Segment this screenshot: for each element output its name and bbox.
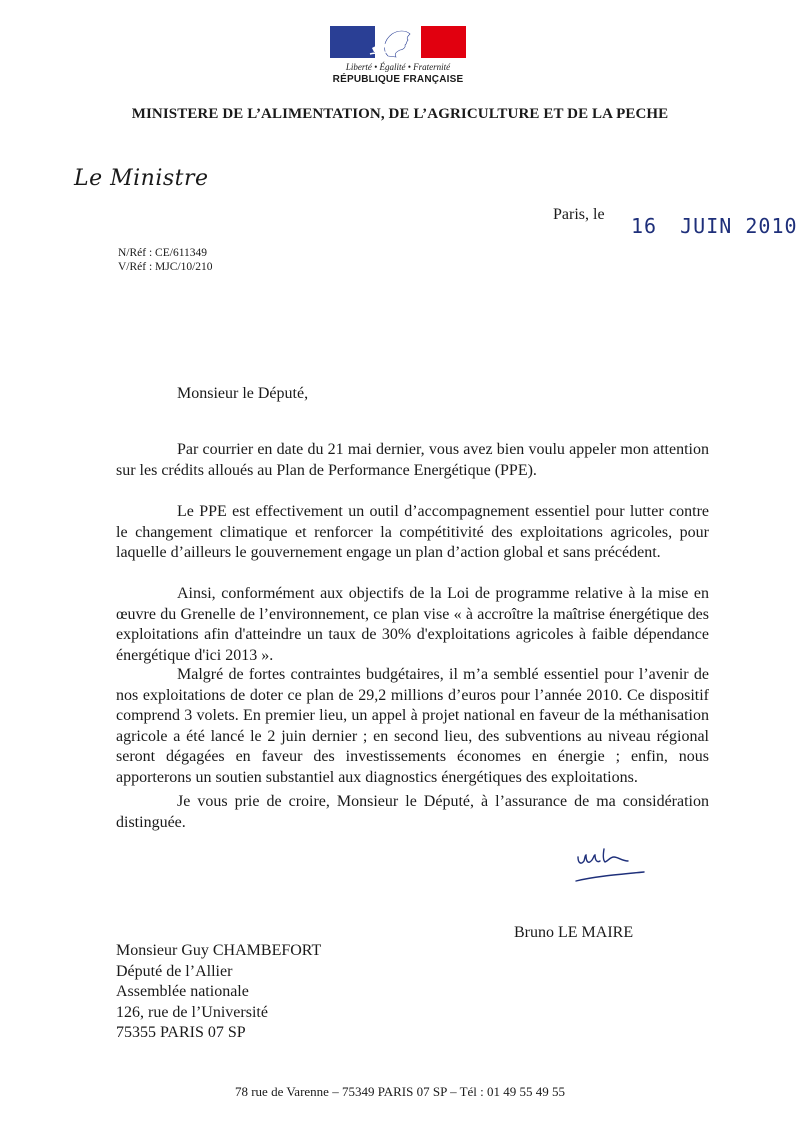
addressee-block xyxy=(116,941,321,1044)
reference-ours: N/Réf : CE/611349 xyxy=(118,247,208,259)
date-year: 2010 xyxy=(745,214,798,238)
addressee-role: Député de l’Allier xyxy=(116,962,233,980)
addressee-city: 75355 PARIS 07 SP xyxy=(116,1024,246,1041)
paragraph-1: Par courrier en date du 21 mai dernier, vous avez bien voulu appeler mon attention sur les crédits alloués au Plan de Performance Energétique (PPE). xyxy=(116,441,709,479)
signer-name: Bruno LE MAIRE xyxy=(514,924,634,941)
salutation: Monsieur le Député, xyxy=(177,385,309,402)
marianne-profile-icon xyxy=(330,26,466,58)
date-day: 16 xyxy=(631,214,658,238)
republic-name: RÉPUBLIQUE FRANÇAISE xyxy=(332,74,464,85)
paragraph-3: Ainsi, conformément aux objectifs de la Loi de programme relative à la mise en œuvre du Grenelle de l’environnement, ce plan vise « à accroître la maîtrise énergétique des exploitations afin d'atteindre un taux de 30% d'exploitations agricoles à faible dépendance énergétique d'ici 2013 ». xyxy=(116,585,709,664)
paragraph-4: Malgré de fortes contraintes budgétaires, il m’a semblé essentiel pour l’avenir de nos exploitations de doter ce plan de 29,2 millions d’euros pour l’année 2010. Ce dispositif comprend 3 volets. En premier lieu, un appel à projet national en faveur de la méthanisation agricole a été lancé le 2 juin dernier ; en second lieu, des subventions au niveau régional seront dégagées en faveur des investissements économes en énergie ; enfin, nous apporterons un soutien substantiel aux diagnostics énergétiques des exploitations. xyxy=(116,666,709,786)
place-label: Paris, le xyxy=(553,206,605,223)
handwritten-signature xyxy=(572,843,648,885)
paragraph-5: Je vous prie de croire, Monsieur le Député, à l’assurance de ma considération distinguée. xyxy=(116,793,709,831)
republic-logo xyxy=(324,22,472,94)
addressee-institution: Assemblée nationale xyxy=(116,983,249,1000)
references xyxy=(118,246,213,274)
date-stamp xyxy=(631,214,798,238)
date-month: JUIN xyxy=(680,214,733,238)
ministry-heading: MINISTERE DE L’ALIMENTATION, DE L’AGRICULTURE ET DE LA PECHE xyxy=(131,106,669,122)
republic-motto: Liberté • Égalité • Fraternité xyxy=(345,62,451,72)
minister-title: Le Ministre xyxy=(74,166,209,191)
paragraph-2: Le PPE est effectivement un outil d’accompagnement essentiel pour lutter contre le changement climatique et renforcer la compétitivité des exploitations agricoles, pour laquelle d’ailleurs le gouvernement engage un plan d’action global et sans précédent. xyxy=(116,503,709,561)
reference-yours: V/Réf : MJC/10/210 xyxy=(118,261,213,273)
footer-address: 78 rue de Varenne – 75349 PARIS 07 SP – Tél : 01 49 55 49 55 xyxy=(234,1084,566,1099)
addressee-street: 126, rue de l’Université xyxy=(116,1003,268,1021)
addressee-name: Monsieur Guy CHAMBEFORT xyxy=(116,942,322,959)
